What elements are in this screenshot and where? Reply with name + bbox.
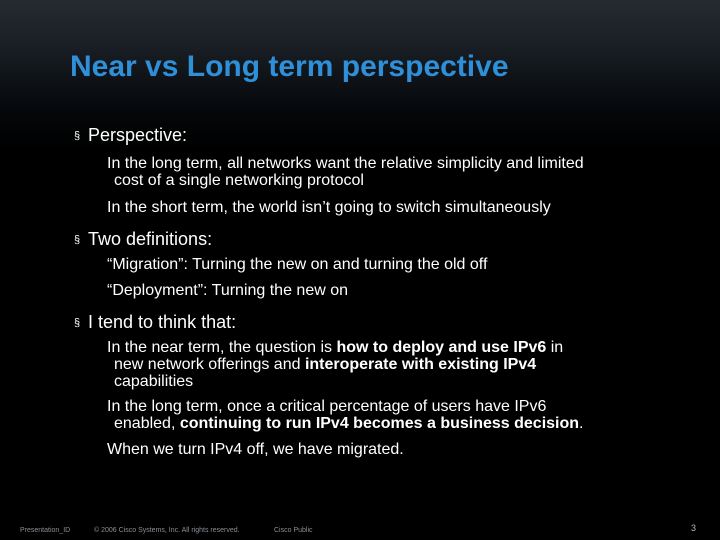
sub-bullet-line: When we turn IPv4 off, we have migrated. xyxy=(107,441,404,458)
footer-copyright: © 2006 Cisco Systems, Inc. All rights reserved. xyxy=(94,527,240,534)
sub-bullet-migrated xyxy=(107,441,697,458)
footer-presentation-id: Presentation_ID xyxy=(20,527,71,534)
text-run: enabled, xyxy=(114,415,180,432)
bullet-marker: § xyxy=(74,234,81,246)
sub-bullet-continuation: capabilities xyxy=(114,373,194,390)
bold-text-run: interoperate with existing IPv4 xyxy=(304,356,537,373)
sub-bullet-long-term-ipv6 xyxy=(107,398,697,432)
bullet-perspective xyxy=(74,125,187,146)
sub-bullet-near-term xyxy=(107,339,697,390)
sub-bullet-long-term xyxy=(107,155,697,189)
bullet-marker: § xyxy=(74,130,81,142)
sub-bullet-line: In the short term, the world isn’t going to switch simultaneously xyxy=(107,199,551,216)
bullet-heading: Two definitions: xyxy=(88,229,213,249)
sub-bullet-continuation: cost of a single networking protocol xyxy=(114,172,364,189)
text-run: In the near term, the question is xyxy=(107,339,337,356)
bullet-i-tend-to-think xyxy=(74,312,236,333)
bullet-marker: § xyxy=(74,317,81,329)
page-number: 3 xyxy=(690,523,696,533)
sub-bullet-line: In the long term, all networks want the relative simplicity and limited xyxy=(107,155,584,172)
footer-classification: Cisco Public xyxy=(274,527,313,534)
sub-bullet-short-term xyxy=(107,199,697,216)
text-run: . xyxy=(579,415,584,432)
sub-bullet-migration xyxy=(107,256,697,273)
sub-bullet-continuation xyxy=(107,356,697,373)
bullet-heading: I tend to think that: xyxy=(88,312,237,332)
sub-bullet-line: “Migration”: Turning the new on and turning the old off xyxy=(107,256,488,273)
sub-bullet-deployment xyxy=(107,282,697,299)
sub-bullet-continuation xyxy=(107,415,697,432)
text-run: in xyxy=(546,339,564,356)
slide-title: Near vs Long term perspective xyxy=(70,50,509,83)
bold-text-run: how to deploy and use IPv6 xyxy=(336,339,547,356)
sub-bullet-line: “Deployment”: Turning the new on xyxy=(107,282,349,299)
bullet-two-definitions xyxy=(74,229,212,250)
text-run: new network offerings and xyxy=(114,356,305,373)
text-run: In the long term, once a critical percentage of users have IPv6 xyxy=(107,398,547,415)
bold-text-run: continuing to run IPv4 becomes a business decision xyxy=(179,415,580,432)
bullet-heading: Perspective: xyxy=(88,125,188,145)
